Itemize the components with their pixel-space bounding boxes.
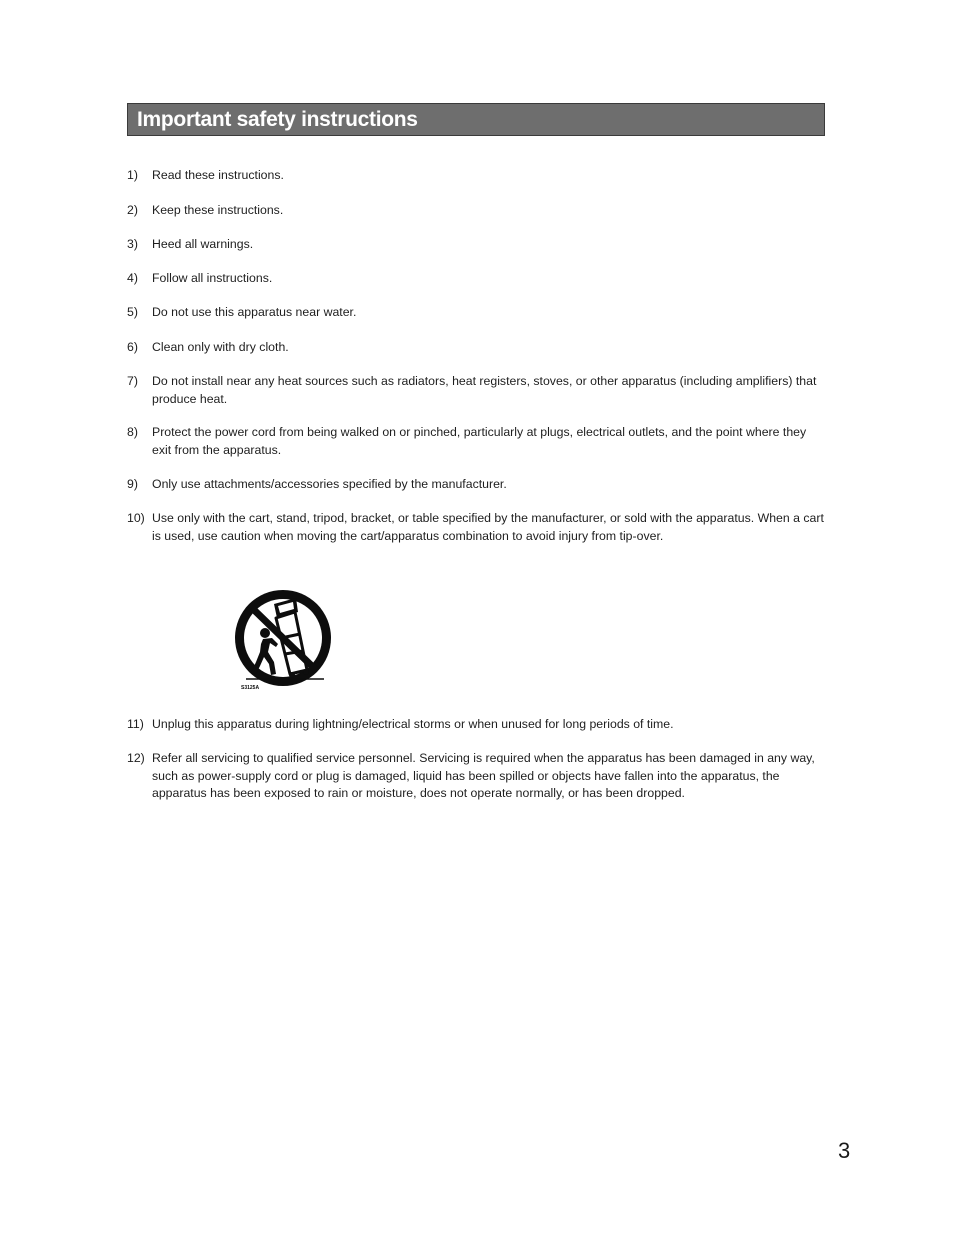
item-number: 8) xyxy=(127,425,138,439)
instruction-item xyxy=(127,202,827,220)
item-number: 2) xyxy=(127,203,138,217)
item-number: 11) xyxy=(127,717,144,731)
item-number: 12) xyxy=(127,751,145,765)
item-number: 9) xyxy=(127,477,138,491)
page-number: 3 xyxy=(838,1138,851,1163)
instruction-item xyxy=(127,304,827,322)
item-text: Refer all servicing to qualified service personnel. Servicing is required when the apparatus has been damaged in any way, such as power-supply cord or plug is damaged, liquid has been spilled or objects have fallen into the apparatus, the apparatus has been exposed to rain or moisture, does not operate normally, or has been dropped. xyxy=(152,751,815,800)
item-text: Unplug this apparatus during lightning/electrical storms or when unused for long periods of time. xyxy=(152,717,674,731)
item-text: Do not use this apparatus near water. xyxy=(152,305,357,319)
instruction-item xyxy=(127,339,827,357)
item-number: 6) xyxy=(127,340,138,354)
item-number: 1) xyxy=(127,168,138,182)
item-number: 3) xyxy=(127,237,138,251)
instruction-item xyxy=(127,167,827,185)
instruction-item xyxy=(127,750,827,803)
instruction-item xyxy=(127,510,827,545)
item-text: Read these instructions. xyxy=(152,168,284,182)
page-title: Important safety instructions xyxy=(137,108,418,131)
item-text: Use only with the cart, stand, tripod, bracket, or table specified by the manufacturer, or sold with the apparatus. When a cart is used, use caution when moving the cart/apparatus combination to avoid injury from tip-over. xyxy=(152,511,824,543)
item-number: 5) xyxy=(127,305,138,319)
item-text: Do not install near any heat sources such as radiators, heat registers, stoves, or other apparatus (including amplifiers) that produce heat. xyxy=(152,374,817,406)
figure-code: S3125A xyxy=(241,685,260,691)
instruction-item xyxy=(127,424,827,459)
instruction-item xyxy=(127,236,827,254)
item-text: Protect the power cord from being walked on or pinched, particularly at plugs, electrical outlets, and the point where they exit from the apparatus. xyxy=(152,425,807,457)
item-text: Follow all instructions. xyxy=(152,271,273,285)
instruction-item xyxy=(127,716,827,734)
item-number: 4) xyxy=(127,271,138,285)
instruction-item xyxy=(127,373,827,408)
item-text: Keep these instructions. xyxy=(152,203,284,217)
instruction-item xyxy=(127,270,827,288)
item-text: Heed all warnings. xyxy=(152,237,254,251)
section-title-bar xyxy=(127,103,825,136)
item-number: 10) xyxy=(127,511,145,525)
instruction-item xyxy=(127,476,827,494)
item-text: Clean only with dry cloth. xyxy=(152,340,289,354)
item-number: 7) xyxy=(127,374,138,388)
cart-tip-over-warning-icon xyxy=(234,590,334,694)
item-text: Only use attachments/accessories specified by the manufacturer. xyxy=(152,477,507,491)
